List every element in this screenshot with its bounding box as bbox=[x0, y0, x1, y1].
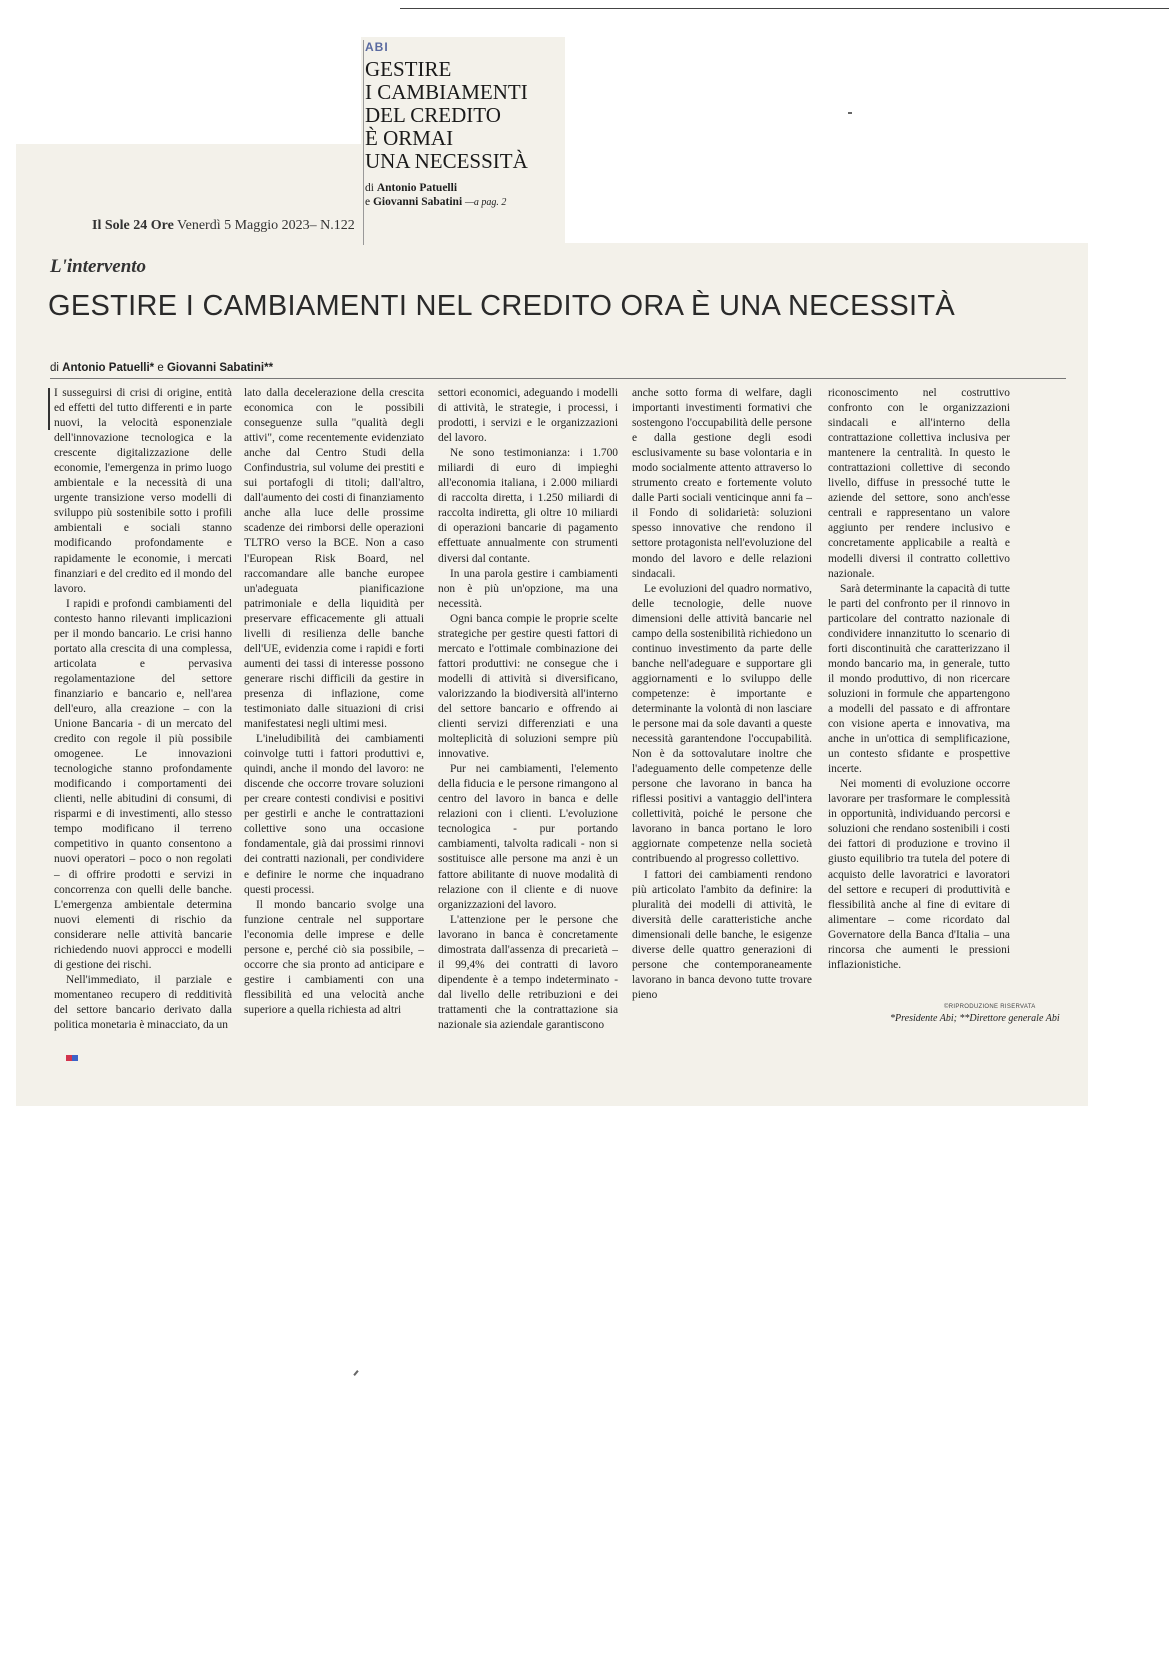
article-headline: GESTIRE I CAMBIAMENTI NEL CREDITO ORA È UNA NECESSITÀ bbox=[48, 290, 956, 322]
teaser-title bbox=[365, 58, 565, 173]
teaser-title-line: GESTIRE bbox=[365, 57, 452, 81]
issue-number: – N.122 bbox=[309, 218, 355, 233]
article-paragraph: Sarà determinante la capacità di tutte le parti del confronto per il rinnovo in particolare del contratto nazionale di condividere innanzitutto lo scenario di forti discontinuità che caratterizzano il mondo bancario ma, in generale, tutto il mondo produttivo, di non ricercare soluzioni in formule che appartengono a modelli del passato e di affrontare con visione aperta e innovativa, ma anche in un'ottica di semplificazione, un contesto sfidante e prospettive incerte. bbox=[828, 582, 1010, 776]
source-logo-mark bbox=[66, 1055, 78, 1061]
article-paragraph: Nell'immediato, il parziale e momentaneo recupero di redditività del settore bancario derivato dalla politica monetaria è minacciato, da un bbox=[54, 973, 232, 1031]
teaser-tag: ABI bbox=[365, 40, 389, 54]
teaser-author: Giovanni Sabatini bbox=[372, 196, 463, 208]
teaser-title-line: È ORMAI bbox=[365, 126, 454, 150]
article-column-5 bbox=[828, 386, 1010, 973]
masthead bbox=[92, 218, 362, 234]
article-paragraph: lato dalla decelerazione della crescita economica con le possibili conseguenze sulla "qualità degli attivi", come recentemente evidenziato anche dal Centro Studi della Confindustria, sul volume dei prestiti e sui portafogli di titoli; dall'altro, dall'aumento dei costi di finanziamento anche alla luce delle prossime scadenze dei rimborsi delle operazioni TLTRO verso la BCE. Non a caso l'European Risk Board, nel raccomandare alle banche europee un'adeguata pianificazione patrimoniale e della liquidità per preservare efficacemente gli attuali livelli di resilienza delle banche dell'UE, evidenzia come i rapidi e forti aumenti dei tassi di interesse possono generare rischi difficili da gestire in presenza di inflazione, come testimoniato dalle situazioni di crisi manifestatesi negli ultimi mesi. bbox=[244, 387, 424, 731]
scan-speck bbox=[848, 112, 852, 114]
issue-date: Venerdì 5 Maggio 2023 bbox=[177, 218, 310, 233]
newspaper-name: Il Sole 24 Ore bbox=[92, 218, 174, 233]
author-footnote: *Presidente Abi; **Direttore generale Abi bbox=[890, 1013, 1060, 1024]
article-column-4 bbox=[632, 386, 812, 1003]
article-paragraph: Le evoluzioni del quadro normativo, delle tecnologie, delle nuove dimensioni delle attività bancarie nel campo della sostenibilità richiedono un continuo investimento da parte delle banche nell'adeguare e supportare gli aggiornamenti e lo sviluppo delle competenze: è importante e determinante la volontà di non lasciare le persone mai da sole davanti a queste necessità garantendone l'occupabilità. Non è da sottovalutare inoltre che l'adeguamento delle competenze delle persone che lavorano in banca ha riflessi positivi a vantaggio dell'intera collettività, poiché le persone che lavorano in banca portano le loro aggiornate competenze nella società contribuendo al progresso collettivo. bbox=[632, 582, 812, 866]
article-paragraph: Il mondo bancario svolge una funzione centrale nel supportare l'economia delle imprese e delle persone e, perché ciò sia possibile, – occorre che sia pronto ad anticipare e gestire i cambiamenti con una flessibilità ed una velocità anche superiore a quella richiesta ad altri bbox=[244, 898, 424, 1016]
teaser-title-line: UNA NECESSITÀ bbox=[365, 149, 528, 173]
article-paragraph: settori economici, adeguando i modelli di attività, le strategie, i processi, i prodotti, i servizi e le organizzazioni del lavoro. bbox=[438, 387, 618, 445]
teaser-page-ref: —a pag. 2 bbox=[465, 197, 507, 208]
article-column-1 bbox=[54, 386, 232, 1033]
article-column-3 bbox=[438, 386, 618, 1033]
article-paragraph: I fattori dei cambiamenti rendono più articolato l'ambito da definire: la pluralità dei modelli di attività, le diversità delle caratteristiche anche dimensionali delle banche, le esigenze diverse delle quattro generazioni di persone che contemporaneamente lavorano in banca devono tutte trovare pieno bbox=[632, 868, 812, 1001]
article-byline bbox=[50, 362, 273, 374]
copyright-notice: ©RIPRODUZIONE RISERVATA bbox=[944, 1004, 1036, 1010]
byline-rule bbox=[50, 378, 1066, 379]
clip-background-gap bbox=[565, 37, 1088, 243]
article-paragraph: Nei momenti di evoluzione occorre lavorare per trasformare le complessità in opportunità, individuando percorsi e soluzioni che rendano sostenibili i costi dei fattori di produzione e trovino il giusto equilibrio tra tutela del potere di acquisto delle lavoratrici e lavoratori del settore e recuperi di produttività e flessibilità anche al fine di evitare di alimentare – come ricordato dal Governatore della Banca d'Italia – una rincorsa che aumenti le pressioni inflazionistiche. bbox=[828, 778, 1010, 971]
teaser-title-line: I CAMBIAMENTI bbox=[365, 80, 528, 104]
article-paragraph: anche sotto forma di welfare, dagli importanti investimenti formativi che sostengono l'occupabilità delle persone e dalla gestione degli esodi esclusivamente su base volontaria e in modo socialmente attento attraverso lo strumento creato e fortemente voluto dalle Parti sociali venticinque anni fa – il Fondo di solidarietà: soluzioni spesso innovative che rendono il settore protagonista nell'evoluzione del mondo del lavoro e delle relazioni sindacali. bbox=[632, 387, 812, 580]
article-column-2 bbox=[244, 386, 424, 1018]
teaser-divider bbox=[363, 40, 364, 245]
teaser-title-line: DEL CREDITO bbox=[365, 103, 501, 127]
clip-background-gap bbox=[16, 37, 361, 144]
byline-prefix: di bbox=[50, 362, 59, 374]
byline-author: Antonio Patuelli* bbox=[62, 362, 155, 374]
article-paragraph: riconoscimento nel costruttivo confronto con le organizzazioni sindacali e all'interno della contrattazione collettiva inclusiva per mantenere la centralità. In questo le contrattazioni collettive di secondo livello, diffuse in pressoché tutte le aziende del settore, sono anch'esse centrali e rappresentano un valore aggiunto per rendere inclusivo e concretamente applicabile a realtà e modelli diversi il contratto collettivo nazionale. bbox=[828, 387, 1010, 580]
article-paragraph: Pur nei cambiamenti, l'elemento della fiducia e le persone rimangono al centro del lavoro in banca e delle relazioni con i clienti. L'evoluzione tecnologica - pur portando cambiamenti, talvolta radicali - non si sostituisce alle persone ma anzi è un fattore abilitante di nuove modalità di relazione con il cliente e di nuove organizzazioni del lavoro. bbox=[438, 763, 618, 911]
front-page-teaser bbox=[365, 40, 565, 210]
article-paragraph: L'attenzione per le persone che lavorano in banca è concretamente dimostrata dall'assenza di precarietà – il 99,4% dei contratti di lavoro dipendente è a tempo indeterminato - dal livello delle retribuzioni e dei trattamenti che la contrattazione sia nazionale sia aziendale garantiscono bbox=[438, 913, 618, 1031]
article-paragraph: L'ineludibilità dei cambiamenti coinvolge tutti i fattori produttivi e, quindi, anche il mondo del lavoro: ne discende che occorre trovare soluzioni per creare contesti condivisi e positivi per gestirli e anche le contrattazioni collettive sono una occasione fondamentale, già dai prossimi rinnovi dei contratti nazionali, per condividere e definire le norme che inquadrano questi processi. bbox=[244, 733, 424, 896]
teaser-authors-and: e bbox=[365, 196, 371, 208]
section-label: L'intervento bbox=[50, 256, 147, 277]
article-paragraph: I rapidi e profondi cambiamenti del contesto hanno rilevanti implicazioni per il mondo bancario. Le crisi hanno portato alla crescita di una complessa, articolata e pervasiva regolamentazione del settore finanziario e bancario e, nell'area dell'euro, alla creazione – con la Unione Bancaria - di un mercato del credito con regole il più possibile omogenee. Le innovazioni tecnologiche stanno profondamente modificando i comportamenti dei clienti, nelle abitudini di consumi, di risparmi e di investimenti, allo stesso tempo modificano il terreno competitivo in quanto consentono a nuovi operatori – poco o non regolati – di offrire prodotti e servizi in concorrenza con quelli delle banche. L'emergenza ambientale determina nuovi elementi di rischio da considerare nelle attività bancarie richiedendo nuovi approcci e modelli di gestione dei rischi. bbox=[54, 597, 232, 971]
teaser-author: Antonio Patuelli bbox=[376, 182, 458, 194]
initial-marker bbox=[48, 388, 50, 430]
article-paragraph: In una parola gestire i cambiamenti non è più un'opzione, ma una necessità. bbox=[438, 567, 618, 610]
scan-speck bbox=[353, 1370, 358, 1376]
top-rule bbox=[400, 8, 1169, 9]
teaser-authors bbox=[365, 181, 565, 210]
article-paragraph: Ogni banca compie le proprie scelte strategiche per gestire questi fattori di mercato e l'ottimale combinazione dei fattori produttivi: ne consegue che i modelli di attività si diversificano, valorizzando la biodiversità all'interno del settore bancario e offrendo ai clienti servizi differenziati e una molteplicità di soluzioni sempre più innovative. bbox=[438, 612, 618, 761]
article-paragraph: Ne sono testimonianza: i 1.700 miliardi di euro di impieghi all'economia italiana, i 2.000 miliardi di raccolta diretta, i 1.250 miliardi di raccolta indiretta, gli oltre 10 miliardi di operazioni bancarie di pagamento effettuate annualmente con strumenti diversi dal contante. bbox=[438, 447, 618, 565]
byline-author: Giovanni Sabatini** bbox=[166, 362, 274, 374]
byline-and: e bbox=[157, 362, 164, 374]
article-paragraph: I susseguirsi di crisi di origine, entità ed effetti del tutto differenti e in parte nuovi, la velocità esponenziale dell'innovazione tecnologica e la crescente digitalizzazione delle economie, l'emergenza in primo luogo ambientale e la necessità di una urgente transizione verso modelli di sviluppo più sostenibile sotto i profili ambientali e sociali stanno modificando profondamente e rapidamente le economie, i mercati finanziari e del credito ed il mondo del lavoro. bbox=[54, 387, 232, 595]
teaser-authors-prefix: di bbox=[365, 182, 374, 194]
